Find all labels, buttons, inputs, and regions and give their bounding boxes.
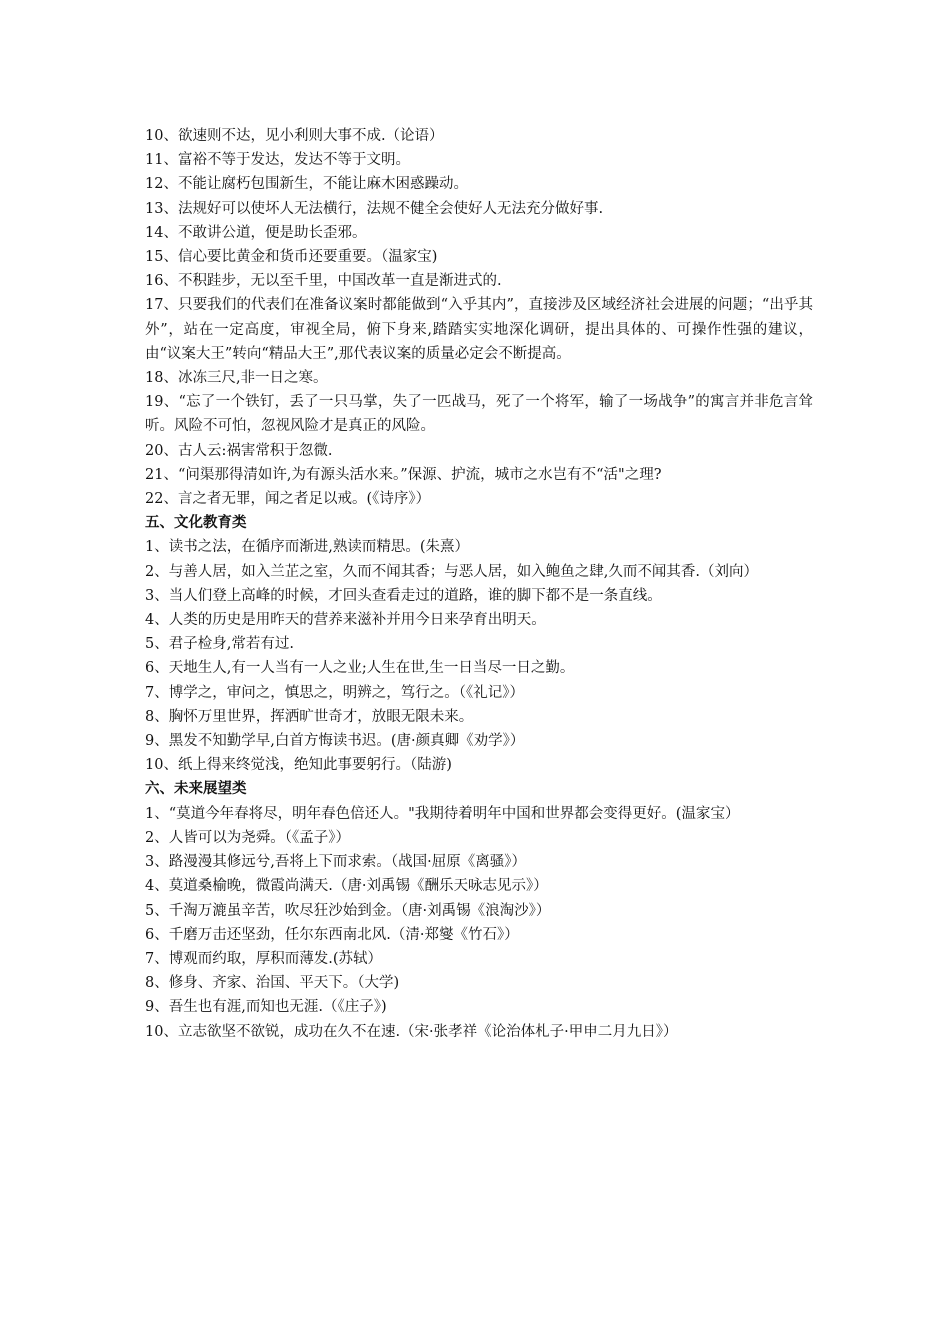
list-item: 6、天地生人,有一人当有一人之业;人生在世,生一日当尽一日之勤。	[145, 660, 575, 677]
list-item: 7、博学之，审问之，慎思之，明辨之，笃行之。（《礼记》）	[145, 684, 524, 701]
list-item: 4、莫道桑榆晚，微霞尚满天.（唐·刘禹锡《酬乐天咏志见示》）	[145, 878, 548, 895]
list-item: 15、信心要比黄金和货币还要重要。（温家宝)	[145, 249, 438, 266]
list-item: 8、胸怀万里世界，挥洒旷世奇才，放眼无限未来。	[145, 708, 474, 725]
list-item: 17、只要我们的代表们在准备议案时都能做到“入乎其内”，直接涉及区域经济社会进展的问题；“出乎其外”，站在一定高度，审视全局，俯下身来,踏踏实实地深化调研，提出具体的、可操作性强的建议，由“议案大王”转向“精品大王”,那代表议案的质量必定会不断提高。	[145, 297, 813, 362]
list-item: 7、博观而约取，厚积而薄发.(苏轼）	[145, 950, 382, 967]
list-item: 11、富裕不等于发达，发达不等于文明。	[145, 152, 410, 169]
list-item: 6、千磨万击还坚劲，任尔东西南北风.（清·郑燮《竹石》）	[145, 926, 519, 943]
list-item: 2、人皆可以为尧舜。（《孟子》）	[145, 829, 350, 846]
list-item: 8、修身、齐家、治国、平天下。（大学)	[145, 975, 400, 992]
list-item: 10、立志欲坚不欲锐，成功在久不在速.（宋·张孝祥《论治体札子·甲申二月九日》）	[145, 1023, 678, 1040]
list-item: 12、不能让腐朽包围新生，不能让麻木困惑躁动。	[145, 176, 468, 193]
list-item: 18、冰冻三尺,非一日之寒。	[145, 370, 328, 387]
list-item: 21、“问渠那得清如许,为有源头活水来。”保源、护流，城市之水岂有不“活"之理?	[145, 466, 662, 483]
list-item: 5、千淘万漉虽辛苦，吹尽狂沙始到金。（唐·刘禹锡《浪淘沙》）	[145, 902, 551, 919]
list-item: 9、吾生也有涯,而知也无涯.（《庄子》)	[145, 999, 387, 1016]
document-body	[145, 124, 813, 1044]
list-item: 10、纸上得来终觉浅，绝知此事要躬行。（陆游)	[145, 757, 452, 774]
list-item: 5、君子检身,常若有过.	[145, 636, 294, 653]
list-item: 3、当人们登上高峰的时候，才回头查看走过的道路，谁的脚下都不是一条直线。	[145, 587, 662, 604]
list-item: 4、人类的历史是用昨天的营养来滋补并用今日来孕育出明天。	[145, 612, 546, 629]
list-item: 16、不积跬步，无以至千里，中国改革一直是渐进式的.	[145, 273, 502, 290]
list-item: 14、不敢讲公道，便是助长歪邪。	[145, 224, 367, 241]
list-item: 2、与善人居，如入兰芷之室，久而不闻其香；与恶人居，如入鲍鱼之肆,久而不闻其香.（刘向）	[145, 563, 758, 580]
list-item: 10、欲速则不达，见小利则大事不成.（论语）	[145, 128, 444, 144]
list-item: 9、黑发不知勤学早,白首方悔读书迟。(唐·颜真卿《劝学》）	[145, 733, 525, 750]
list-item: 1、读书之法，在循序而渐进,熟读而精思。(朱熹）	[145, 539, 469, 556]
section-heading-culture-education: 五、文化教育类	[145, 515, 247, 532]
list-item: 22、言之者无罪，闻之者足以戒。(《诗序》）	[145, 491, 431, 508]
section-heading-future-outlook: 六、未来展望类	[145, 781, 247, 798]
list-item: 1、“莫道今年春将尽，明年春色倍还人。"我期待着明年中国和世界都会变得更好。(温家宝）	[145, 805, 740, 822]
section-list-future-outlook	[145, 802, 813, 1044]
list-item: 20、古人云:祸害常积于忽微.	[145, 442, 333, 459]
section-list-a	[145, 124, 813, 511]
list-item: 19、“忘了一个铁钉，丢了一只马掌，失了一匹战马，死了一个将军，输了一场战争”的寓言并非危言耸听。风险不可怕，忽视风险才是真正的风险。	[145, 394, 813, 435]
list-item: 13、法规好可以使坏人无法横行，法规不健全会使好人无法充分做好事.	[145, 200, 604, 217]
list-item: 3、路漫漫其修远兮,吾将上下而求索。（战国·屈原《离骚》）	[145, 854, 526, 871]
section-list-culture-education	[145, 535, 813, 777]
